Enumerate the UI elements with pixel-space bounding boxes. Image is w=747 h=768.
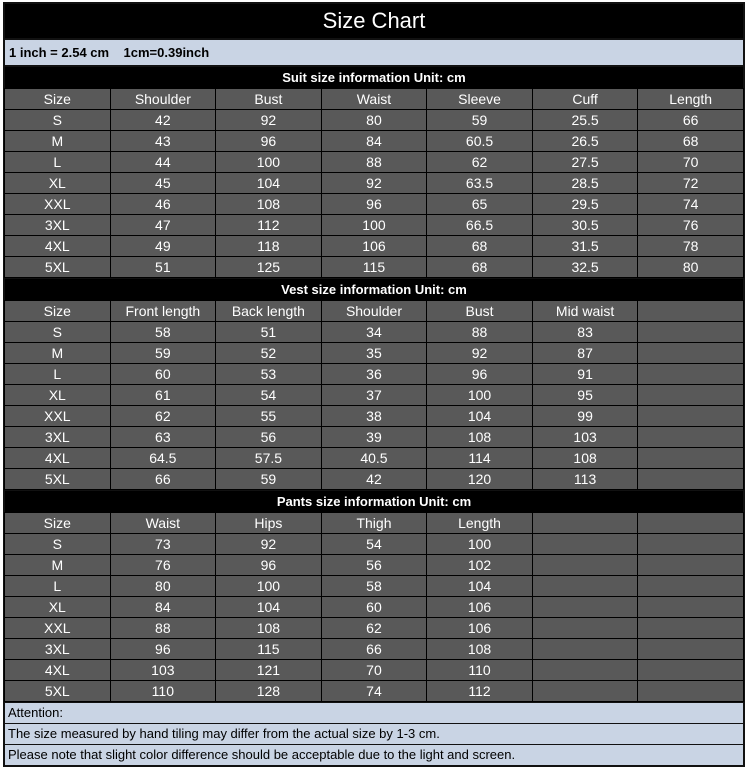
table-cell: 112 [216,215,321,235]
table-cell: 66.5 [427,215,532,235]
column-header: Waist [111,513,216,533]
table-cell: 96 [427,364,532,384]
table-cell: 108 [533,448,638,468]
suit-size-table [4,88,744,278]
column-header: Size [5,301,110,321]
table-cell: 100 [216,152,321,172]
table-cell: 88 [322,152,427,172]
table-row [5,448,743,468]
table-cell: 59 [216,469,321,489]
table-cell: 62 [427,152,532,172]
column-header: Mid waist [533,301,638,321]
table-cell: 73 [111,534,216,554]
table-cell: 49 [111,236,216,256]
table-cell: 96 [111,639,216,659]
table-row [5,322,743,342]
table-cell: 63.5 [427,173,532,193]
table-cell: 53 [216,364,321,384]
table-cell: 115 [322,257,427,277]
table-cell: 51 [111,257,216,277]
table-cell: 44 [111,152,216,172]
table-cell: 92 [216,110,321,130]
table-cell: 118 [216,236,321,256]
table-cell: 110 [111,681,216,701]
column-header: Shoulder [111,89,216,109]
table-cell: 74 [322,681,427,701]
table-cell [638,534,743,554]
vest-section-header: Vest size information Unit: cm [5,279,743,300]
table-cell: 84 [322,131,427,151]
table-cell: 37 [322,385,427,405]
table-row [5,152,743,172]
table-cell: 57.5 [216,448,321,468]
table-cell: 106 [427,597,532,617]
table-cell: L [5,576,110,596]
table-cell: 59 [111,343,216,363]
table-row [5,534,743,554]
table-cell: 4XL [5,448,110,468]
column-header: Bust [216,89,321,109]
table-cell [638,427,743,447]
table-cell: 106 [427,618,532,638]
table-cell: 55 [216,406,321,426]
table-cell: 68 [427,236,532,256]
table-cell: 115 [216,639,321,659]
table-cell: 5XL [5,257,110,277]
table-cell: XXL [5,194,110,214]
attention-label: Attention: [5,703,743,723]
table-cell: XXL [5,618,110,638]
table-cell: 38 [322,406,427,426]
table-cell [533,597,638,617]
table-cell [533,639,638,659]
column-header: Thigh [322,513,427,533]
table-cell: 66 [638,110,743,130]
table-cell: 3XL [5,427,110,447]
table-cell: 78 [638,236,743,256]
table-cell [638,681,743,701]
table-cell: 63 [111,427,216,447]
table-cell [533,660,638,680]
table-cell: 84 [111,597,216,617]
table-cell: 100 [427,385,532,405]
column-header: Waist [322,89,427,109]
table-row [5,597,743,617]
suit-section-header: Suit size information Unit: cm [5,67,743,88]
table-cell: 92 [322,173,427,193]
table-cell: 110 [427,660,532,680]
table-cell: M [5,555,110,575]
column-header: Front length [111,301,216,321]
table-cell: 103 [111,660,216,680]
table-cell: 62 [111,406,216,426]
table-cell: 128 [216,681,321,701]
column-header: Length [427,513,532,533]
table-cell: 31.5 [533,236,638,256]
table-cell: 104 [427,406,532,426]
table-cell: 96 [216,131,321,151]
table-row [5,173,743,193]
column-header [533,513,638,533]
table-cell: 58 [111,322,216,342]
table-cell: 34 [322,322,427,342]
table-cell: 43 [111,131,216,151]
table-cell: XXL [5,406,110,426]
column-header [638,513,743,533]
table-cell: 88 [427,322,532,342]
table-cell: 70 [638,152,743,172]
table-cell: 106 [322,236,427,256]
table-cell: 39 [322,427,427,447]
table-cell [638,660,743,680]
table-cell: 95 [533,385,638,405]
table-cell [638,448,743,468]
table-cell: 29.5 [533,194,638,214]
table-row [5,131,743,151]
table-cell: S [5,110,110,130]
table-cell [533,618,638,638]
table-cell: 3XL [5,639,110,659]
column-header: Hips [216,513,321,533]
table-row [5,639,743,659]
table-cell: 30.5 [533,215,638,235]
table-cell: 83 [533,322,638,342]
table-cell [638,385,743,405]
table-row [5,215,743,235]
table-cell: 92 [427,343,532,363]
unit-conversion: 1 inch = 2.54 cm 1cm=0.39inch [5,40,743,65]
table-cell: 35 [322,343,427,363]
table-cell: 64.5 [111,448,216,468]
table-cell [638,406,743,426]
table-cell [638,639,743,659]
table-cell [638,343,743,363]
table-cell: 68 [427,257,532,277]
column-header: Back length [216,301,321,321]
table-cell: 3XL [5,215,110,235]
size-chart [3,2,745,767]
note-color: Please note that slight color difference should be acceptable due to the light and screen. [5,745,743,765]
table-cell: 32.5 [533,257,638,277]
chart-title: Size Chart [5,4,743,38]
table-row [5,385,743,405]
table-cell [638,555,743,575]
table-row [5,427,743,447]
table-cell: 59 [427,110,532,130]
table-cell: 80 [322,110,427,130]
table-cell: 104 [427,576,532,596]
table-cell: 99 [533,406,638,426]
table-cell: 42 [111,110,216,130]
table-cell: 76 [638,215,743,235]
table-cell: 60 [322,597,427,617]
column-header: Sleeve [427,89,532,109]
table-cell: 96 [322,194,427,214]
table-cell: 80 [638,257,743,277]
table-cell: 103 [533,427,638,447]
table-cell: 60 [111,364,216,384]
table-row [5,194,743,214]
table-cell: 104 [216,597,321,617]
table-cell: S [5,322,110,342]
table-cell: S [5,534,110,554]
note-measurement: The size measured by hand tiling may differ from the actual size by 1-3 cm. [5,724,743,744]
table-cell: 36 [322,364,427,384]
table-cell: 72 [638,173,743,193]
table-cell: 112 [427,681,532,701]
pants-size-table [4,512,744,702]
table-cell: 121 [216,660,321,680]
table-cell: 114 [427,448,532,468]
table-row [5,660,743,680]
table-row [5,110,743,130]
table-cell: 76 [111,555,216,575]
table-cell [533,576,638,596]
table-cell: 87 [533,343,638,363]
table-row [5,618,743,638]
table-cell: 66 [111,469,216,489]
table-cell: 60.5 [427,131,532,151]
table-cell: 100 [216,576,321,596]
table-cell: 25.5 [533,110,638,130]
table-cell: L [5,152,110,172]
table-row [5,681,743,701]
table-cell: M [5,131,110,151]
table-cell: 46 [111,194,216,214]
table-cell: 58 [322,576,427,596]
table-cell [638,597,743,617]
table-row [5,469,743,489]
table-cell: 5XL [5,469,110,489]
table-cell: 52 [216,343,321,363]
table-cell [638,364,743,384]
column-header: Size [5,89,110,109]
table-cell [638,618,743,638]
column-header: Shoulder [322,301,427,321]
column-header [638,301,743,321]
table-cell: 54 [216,385,321,405]
pants-section-header: Pants size information Unit: cm [5,491,743,512]
table-cell: 62 [322,618,427,638]
vest-size-table [4,300,744,490]
table-cell: 42 [322,469,427,489]
table-cell: 100 [322,215,427,235]
table-cell: 80 [111,576,216,596]
column-header: Size [5,513,110,533]
table-cell: XL [5,173,110,193]
column-header: Length [638,89,743,109]
table-cell [638,322,743,342]
table-cell: 5XL [5,681,110,701]
header-row [5,301,743,321]
table-cell: 26.5 [533,131,638,151]
column-header: Bust [427,301,532,321]
table-cell: 28.5 [533,173,638,193]
table-cell: 56 [322,555,427,575]
column-header: Cuff [533,89,638,109]
table-cell: 100 [427,534,532,554]
table-cell: 102 [427,555,532,575]
table-cell: 54 [322,534,427,554]
table-cell: 96 [216,555,321,575]
table-cell [638,469,743,489]
table-cell [533,534,638,554]
table-cell: 27.5 [533,152,638,172]
table-cell: 120 [427,469,532,489]
header-row [5,89,743,109]
table-cell: 108 [216,618,321,638]
table-cell: 4XL [5,660,110,680]
table-cell: 113 [533,469,638,489]
table-cell: 56 [216,427,321,447]
table-row [5,576,743,596]
table-cell: 108 [216,194,321,214]
table-cell: 125 [216,257,321,277]
table-cell: 88 [111,618,216,638]
table-cell: 51 [216,322,321,342]
table-cell: XL [5,385,110,405]
table-cell: 91 [533,364,638,384]
table-cell: M [5,343,110,363]
table-cell: 68 [638,131,743,151]
table-cell: 65 [427,194,532,214]
table-cell [638,576,743,596]
table-row [5,236,743,256]
table-row [5,406,743,426]
table-cell: XL [5,597,110,617]
table-cell [533,555,638,575]
header-row [5,513,743,533]
table-cell: 104 [216,173,321,193]
table-row [5,257,743,277]
table-cell [533,681,638,701]
table-cell: 70 [322,660,427,680]
table-cell: 66 [322,639,427,659]
table-cell: 74 [638,194,743,214]
table-row [5,555,743,575]
table-cell: 45 [111,173,216,193]
table-cell: 4XL [5,236,110,256]
table-cell: 108 [427,639,532,659]
table-cell: 61 [111,385,216,405]
table-cell: L [5,364,110,384]
table-cell: 92 [216,534,321,554]
table-row [5,364,743,384]
table-cell: 40.5 [322,448,427,468]
table-cell: 47 [111,215,216,235]
table-row [5,343,743,363]
table-cell: 108 [427,427,532,447]
